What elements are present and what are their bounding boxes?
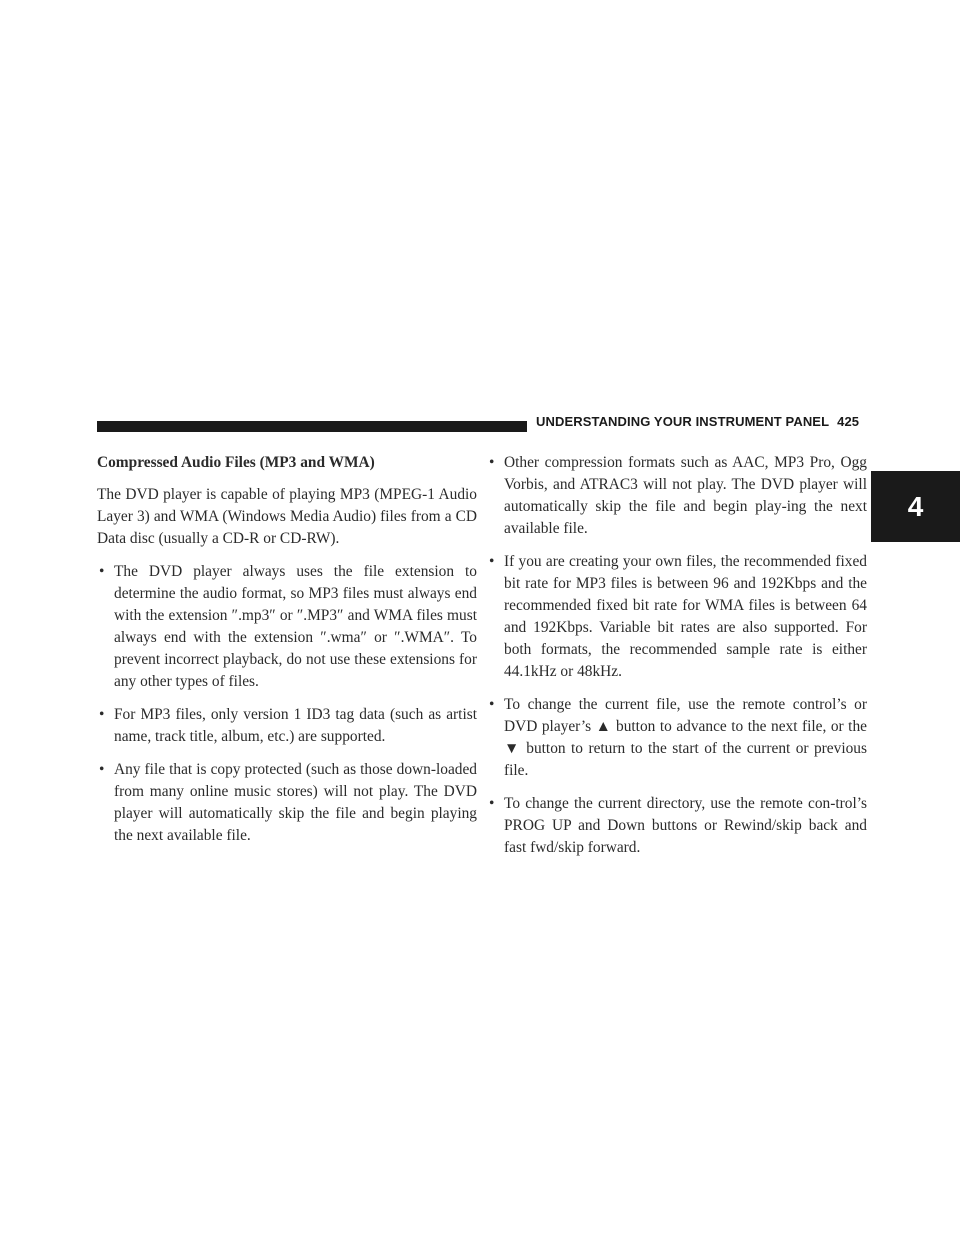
bullet-icon: •: [489, 795, 495, 812]
page-number: 425: [837, 414, 860, 429]
right-bullet-list: [487, 452, 867, 859]
bullet-icon: •: [489, 696, 495, 713]
header-title: UNDERSTANDING YOUR INSTRUMENT PANEL: [536, 414, 830, 429]
bullet-icon: •: [489, 454, 495, 471]
left-bullet-list: [97, 561, 477, 847]
list-item-text: Any file that is copy protected (such as those down-loaded from many online music stores) will not play. The DVD player will automatically skip the file and begin playing the next available file.: [114, 761, 477, 844]
list-item-text: For MP3 files, only version 1 ID3 tag data (such as artist name, track title, album, etc.) are supported.: [114, 706, 477, 745]
list-item: [97, 704, 477, 748]
list-item-text: To change the current directory, use the remote con-trol’s PROG UP and Down buttons or Rewind/skip back and fast fwd/skip forward.: [504, 795, 867, 856]
bullet-icon: •: [99, 761, 105, 778]
list-item: [487, 452, 867, 540]
list-item: [97, 561, 477, 693]
right-column: [487, 452, 867, 870]
list-item: [487, 694, 867, 782]
left-column: [97, 452, 477, 858]
list-item: [97, 759, 477, 847]
list-item-text: The DVD player always uses the file extension to determine the audio format, so MP3 files must always end with the extension ″.mp3″ or ″.MP3″ and WMA files must always end with the extension ″.wma″ or ″.WMA″. To prevent incorrect playback, do not use these extensions for any other types of files.: [114, 563, 477, 690]
list-item-text: Other compression formats such as AAC, MP3 Pro, Ogg Vorbis, and ATRAC3 will not play. The DVD player will automatically skip the file and begin play-ing the next available file.: [504, 454, 867, 537]
bullet-icon: •: [99, 706, 105, 723]
list-item-text: If you are creating your own files, the recommended fixed bit rate for MP3 files is between 96 and 192Kbps and the recommended fixed bit rate for WMA files is between 64 and 192Kbps. Variable bit rates are also supported. For both formats, the recommended sample rate is either 44.1kHz or 48kHz.: [504, 553, 867, 680]
section-heading: Compressed Audio Files (MP3 and WMA): [97, 454, 375, 471]
list-item-text: To change the current file, use the remote control’s or DVD player’s ▲ button to advance to the next file, or the ▼ button to return to the start of the current or previous file.: [504, 696, 867, 779]
chapter-number: 4: [907, 490, 924, 522]
list-item: [487, 551, 867, 683]
bullet-icon: •: [489, 553, 495, 570]
bullet-icon: •: [99, 563, 105, 580]
header-rule: [97, 421, 527, 432]
list-item: [487, 793, 867, 859]
intro-paragraph: The DVD player is capable of playing MP3 (MPEG-1 Audio Layer 3) and WMA (Windows Media Audio) files from a CD Data disc (usually a CD-R or CD-RW).: [97, 486, 477, 547]
running-header: [536, 414, 860, 429]
chapter-tab: [871, 471, 960, 542]
